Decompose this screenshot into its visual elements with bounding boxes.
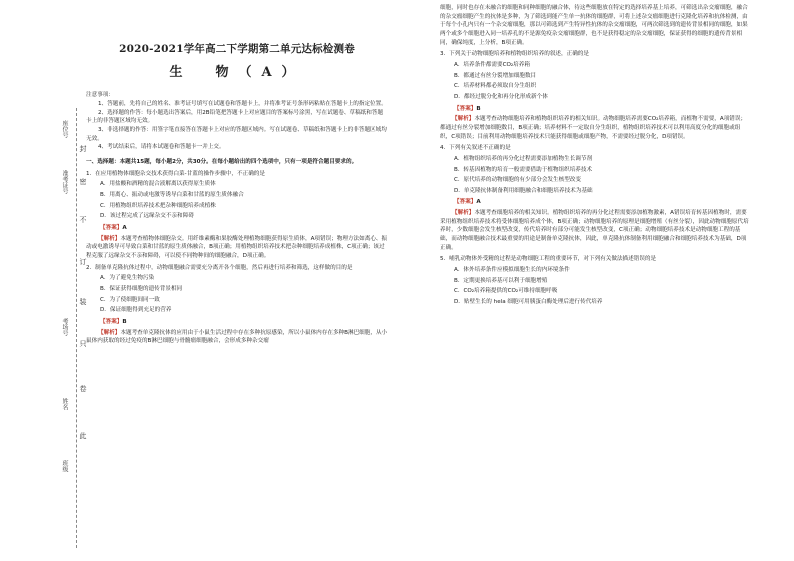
- question-option: C．用植物组织培养技术把杂种细胞培养成植株: [100, 202, 216, 209]
- explanation: [86, 235, 388, 261]
- question-stem: 5．哺乳动物体外受精的过程是动物细胞工程的重要环节，对下列有关做法描述错误的是: [440, 256, 657, 263]
- question-stem: 3．下列关于动物细胞培养和植物组织培养的叙述，正确的是: [440, 51, 589, 58]
- answer-tag: 【答案】: [100, 318, 123, 325]
- binding-field-seat: 座位号: [61, 120, 68, 138]
- binding-field-name: 姓名: [61, 398, 68, 410]
- question-option: D．保证细胞得到充足的营养: [100, 307, 172, 314]
- binding-char: 密: [79, 178, 87, 185]
- right-column: [440, 4, 750, 307]
- binding-dashed-line: [76, 108, 77, 548]
- question-stem: 1．在应用植物体细胞杂交技术获得白菜-甘蓝的操作步骤中，不正确的是: [86, 170, 265, 177]
- question-option: A．用盐酸和酒精的混合液解离以获得原生质体: [100, 181, 216, 188]
- question-option: D．单克隆抗体制备利用细胞融合和细胞培养技术为基础: [454, 187, 593, 194]
- notice-heading: 注意事项：: [86, 92, 114, 99]
- question-option: A．植物组织培养的再分化过程需要添加植物生长调节剂: [454, 155, 593, 162]
- question-option: C．培养材料都必须取自分生组织: [454, 83, 537, 90]
- binding-char: 订: [79, 258, 87, 265]
- question-option: D．该过程完成了远缘杂交不亲和障碍: [100, 213, 194, 220]
- binding-char: 只: [79, 340, 87, 347]
- answer-tag: 【答案】: [454, 199, 477, 206]
- question-option: A．体外培养条件应模拟细胞生长的内环境条件: [454, 267, 570, 274]
- section-heading: 一、选择题：本题共15题，每小题2分，共30分。在每小题给出的四个选项中，只有一项是符合题目要求的。: [86, 159, 358, 165]
- question-option: A．为了避免生物污染: [100, 275, 155, 282]
- explanation-tag: 【解析】: [452, 210, 475, 217]
- binding-margin: [0, 0, 88, 561]
- question-option: B．保证获得细胞的遗传背景相同: [100, 285, 183, 292]
- binding-char: 此: [79, 432, 87, 439]
- answer-value: A: [476, 199, 481, 206]
- answer-value: B: [122, 318, 127, 325]
- question-stem: 2．制备单克隆抗体过程中，动物细胞融合需要充分离开各个细胞，然后再进行培养和筛选，这样做的目的是: [86, 264, 353, 271]
- question-option: C．CO₂培养箱提供的CO₂可维持细胞呼吸: [454, 288, 558, 295]
- answer-value: B: [476, 105, 481, 112]
- binding-field-admission-number: 准考证号: [61, 170, 68, 194]
- answer-value: A: [122, 224, 127, 231]
- explanation-text: 本题考查植物体细胞杂交。用纤维素酶和果胶酶处理植物细胞获得原生质体，A项错误；物理方法如离心、振动或电激诱导可导致白菜和甘蓝的原生质体融合，B项正确；用植物组织培养技术把杂种细胞培养成植株，C项正确；该过程克服了远缘杂交不亲和障碍，可以使不同物种间的细胞融合，D项正确。: [86, 235, 388, 259]
- answer-line: [86, 224, 388, 233]
- left-column: [86, 0, 388, 346]
- notice-item: 2、选择题的作答：每小题选出答案后，用2B铅笔把答题卡上对应题目的答案标号涂黑，写在试题卷、草稿纸和答题卡上的非答题区域均无效。: [86, 109, 384, 125]
- question-option: B．都通过有丝分裂增加细胞数目: [454, 72, 537, 79]
- notice-item: 3、非选择题的作答：用签字笔直接答在答题卡上对应的答题区域内。写在试题卷、草稿纸和答题卡上的非答题区域均无效。: [86, 127, 387, 142]
- question-option: A．培养条件都需要CO₂培养箱: [454, 61, 530, 68]
- answer-line: [440, 198, 750, 207]
- answer-line: [86, 318, 388, 327]
- explanation-tag: 【解析】: [98, 329, 121, 336]
- binding-field-exam-room: 考场号: [61, 318, 68, 336]
- question-option: B．转基因植物的培育一般需要借助于植物组织培养技术: [454, 166, 593, 173]
- question-stem: 4．下列有关叙述不正确的是: [440, 145, 511, 152]
- binding-field-class: 班级: [61, 460, 68, 472]
- explanation-text: 本题考查细胞培养的相关知识。植物组织培养的再分化过程需要添加植物激素，A错误培育转基因植物时，需要采用植物组织培养技术将受体细胞培养成个体，B项正确；动物细胞培养的原理是细胞增殖（有丝分裂），因此动物细胞原代培养时，少数细胞会发生核型改变，传代培养时有部分可能发生核型改变，C项正确；动物细胞培养技术是动物细胞工程的基础，而动物细胞融合技术最重要的用途是制备单克隆抗体，因此，单克隆抗体制备利用细胞融合和细胞培养技术为基础，D项正确。: [440, 210, 749, 251]
- notice-item: 4、考试结束后，请将本试题卷和答题卡一并上交。: [98, 144, 225, 151]
- explanation-tag: 【解析】: [98, 235, 121, 242]
- binding-char: 装: [79, 298, 87, 305]
- explanation-continued: 细胞，同时也存在未融合的细胞和同种细胞的融合体，待这些细胞放在特定的选择培养基上培养，可筛选出杂交瘤细胞，融合的杂交瘤细胞产生的抗体是多种，为了筛选到能产生单一抗体的细胞群，可将上述杂交瘤细胞进行克隆化培养和抗体检测，由于每个小孔内只有一个杂交瘤细胞，那以可筛选到产生特异性抗体的杂交瘤细胞，可两次筛选到的遗传背景相同的细胞，如果两个或多个细胞进入同一培养孔的不是源免疫杂交瘤细胞群，也不是获得稳定的杂交瘤细胞，保证获得的细胞的遗传背景相同，确保纯度，上分析，B项正确。: [440, 5, 748, 46]
- explanation: [440, 115, 750, 141]
- binding-char: 封: [79, 145, 87, 152]
- question-option: D．都经过脱分化和再分化形成新个体: [454, 93, 548, 100]
- answer-tag: 【答案】: [100, 224, 123, 231]
- explanation-text: 本题考查单克隆抗体的应用由于小鼠生活过程中存在多种抗原感染，所以小鼠体内存在多种B淋巴细胞，从小鼠体内获取的经过免疫的B淋巴细胞与骨髓瘤细胞融合，会形成多种杂交瘤: [86, 329, 388, 345]
- binding-char: 不: [79, 216, 87, 223]
- explanation-text: 本题考查动物细胞培养和植物组织培养的相关知识。动物细胞培养需要CO₂培养箱，而植物不需要，A项错误；都通过有丝分裂增加细胞数目，B项正确；培养材料不一定取自分生组织，植物组织培养技术可以利用高度分化的细胞或组织，C项错误；目前利用动物细胞培养技术只能获得细胞或细胞产物，不需要经过脱分化，D项错误。: [440, 116, 747, 140]
- question-option: B．用离心、振动或电激等诱导白菜和甘蓝的原生质体融合: [100, 191, 244, 198]
- notice-item: 1、答题前，先将自己的姓名、准考证号填写在试题卷和答题卡上，并将准考证号条形码粘贴在答题卡上的指定位置。: [98, 101, 387, 108]
- question-option: D．贴壁生长的 hela 细胞可用胰蛋白酶处理后进行传代培养: [454, 299, 603, 306]
- explanation-tag: 【解析】: [452, 116, 475, 123]
- answer-line: [440, 105, 750, 114]
- explanation: [86, 329, 388, 346]
- question-option: C．为了使细胞间同一致: [100, 296, 160, 303]
- question-option: B．定期更换培养基可以利于细胞增殖: [454, 277, 548, 284]
- question-option: C．原代培养的动物细胞的有少部分会发生核型改变: [454, 177, 581, 184]
- subject-title: 生 物（A）: [169, 65, 305, 81]
- explanation: [440, 209, 750, 252]
- binding-char: 卷: [79, 385, 87, 392]
- answer-tag: 【答案】: [454, 105, 477, 112]
- exam-title: 2020-2021学年高二下学期第二单元达标检测卷: [119, 43, 355, 55]
